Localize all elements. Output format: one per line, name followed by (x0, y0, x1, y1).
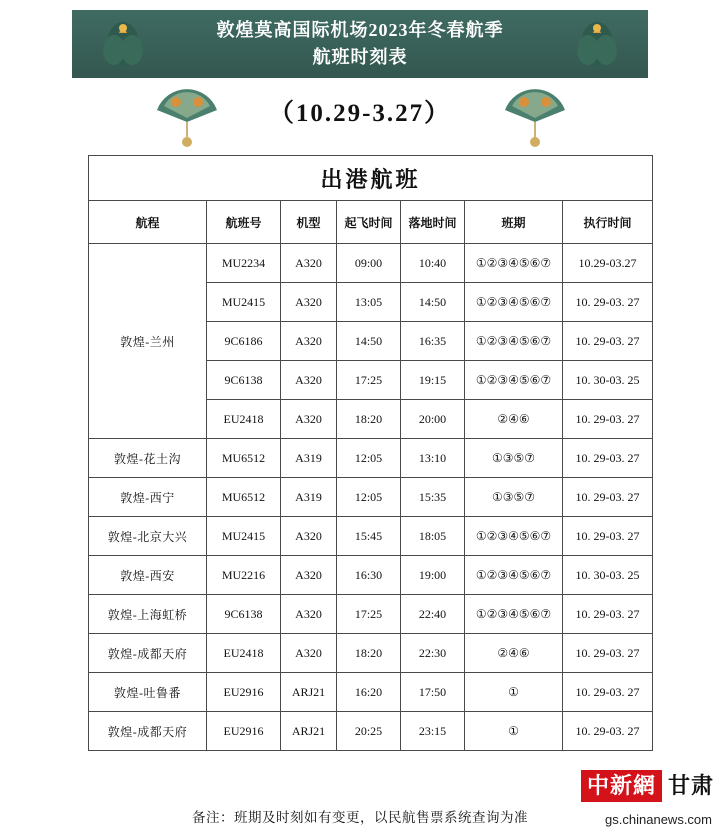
header-title-line2: 航班时刻表 (312, 47, 408, 67)
cell-arrival: 23:15 (401, 712, 465, 751)
column-header-period: 执行时间 (563, 201, 653, 244)
cell-period: 10. 29-03. 27 (563, 322, 653, 361)
table-row (89, 244, 653, 283)
column-header-days: 班期 (465, 201, 563, 244)
table-row (89, 712, 653, 751)
cell-route: 敦煌-西宁 (89, 478, 207, 517)
column-header-model: 机型 (281, 201, 337, 244)
cell-arrival: 22:30 (401, 634, 465, 673)
cell-period: 10. 29-03. 27 (563, 634, 653, 673)
column-header-flight: 航班号 (207, 201, 281, 244)
cell-days: ①②③④⑤⑥⑦ (465, 361, 563, 400)
cell-period: 10. 30-03. 25 (563, 361, 653, 400)
cell-model: A319 (281, 439, 337, 478)
cell-flight: MU6512 (207, 478, 281, 517)
tree-decoration-left (100, 14, 146, 70)
cell-route: 敦煌-上海虹桥 (89, 595, 207, 634)
cell-departure: 12:05 (337, 439, 401, 478)
cell-route: 敦煌-兰州 (89, 244, 207, 439)
cell-departure: 17:25 (337, 361, 401, 400)
cell-route: 敦煌-成都天府 (89, 634, 207, 673)
cell-period: 10. 29-03. 27 (563, 478, 653, 517)
cell-days: ②④⑥ (465, 634, 563, 673)
cell-arrival: 13:10 (401, 439, 465, 478)
header-title-line1: 敦煌莫高国际机场2023年冬春航季 (216, 20, 504, 40)
table-title: 出港航班 (89, 156, 653, 201)
cell-period: 10. 29-03. 27 (563, 595, 653, 634)
cell-period: 10. 29-03. 27 (563, 517, 653, 556)
cell-period: 10. 29-03. 27 (563, 712, 653, 751)
cell-flight: 9C6138 (207, 361, 281, 400)
cell-route: 敦煌-西安 (89, 556, 207, 595)
cell-arrival: 15:35 (401, 478, 465, 517)
cell-departure: 15:45 (337, 517, 401, 556)
cell-departure: 14:50 (337, 322, 401, 361)
cell-days: ①②③④⑤⑥⑦ (465, 283, 563, 322)
table-row (89, 556, 653, 595)
cell-period: 10. 30-03. 25 (563, 556, 653, 595)
cell-days: ①②③④⑤⑥⑦ (465, 595, 563, 634)
cell-model: A320 (281, 322, 337, 361)
cell-days: ① (465, 712, 563, 751)
footer-note: 备注：班期及时刻如有变更，以民航售票系统查询为准 (192, 810, 528, 825)
column-header-route: 航程 (89, 201, 207, 244)
cell-route: 敦煌-吐鲁番 (89, 673, 207, 712)
cell-departure: 16:30 (337, 556, 401, 595)
table-row (89, 439, 653, 478)
cell-model: A319 (281, 478, 337, 517)
flight-schedule-table (88, 155, 640, 751)
cell-period: 10. 29-03. 27 (563, 283, 653, 322)
cell-arrival: 18:05 (401, 517, 465, 556)
cell-flight: EU2916 (207, 712, 281, 751)
cell-departure: 12:05 (337, 478, 401, 517)
tree-decoration-right (574, 14, 620, 70)
cell-arrival: 20:00 (401, 400, 465, 439)
watermark-url: gs.chinanews.com (605, 812, 712, 827)
header-banner (72, 10, 648, 78)
cell-departure: 13:05 (337, 283, 401, 322)
column-header-arrival: 落地时间 (401, 201, 465, 244)
cell-flight: MU2216 (207, 556, 281, 595)
cell-departure: 20:25 (337, 712, 401, 751)
cell-model: ARJ21 (281, 673, 337, 712)
cell-flight: MU6512 (207, 439, 281, 478)
fan-decoration-left (152, 76, 222, 154)
table-header-row (89, 201, 653, 244)
watermark-brand: 中新網 (581, 770, 662, 802)
cell-period: 10. 29-03. 27 (563, 439, 653, 478)
column-header-departure: 起飞时间 (337, 201, 401, 244)
cell-arrival: 14:50 (401, 283, 465, 322)
cell-days: ①②③④⑤⑥⑦ (465, 244, 563, 283)
cell-days: ① (465, 673, 563, 712)
cell-arrival: 22:40 (401, 595, 465, 634)
table-body (89, 244, 653, 751)
cell-departure: 16:20 (337, 673, 401, 712)
cell-departure: 09:00 (337, 244, 401, 283)
cell-arrival: 17:50 (401, 673, 465, 712)
cell-flight: EU2916 (207, 673, 281, 712)
cell-arrival: 19:00 (401, 556, 465, 595)
cell-days: ①③⑤⑦ (465, 439, 563, 478)
cell-flight: MU2234 (207, 244, 281, 283)
cell-arrival: 19:15 (401, 361, 465, 400)
table-row (89, 517, 653, 556)
cell-departure: 18:20 (337, 400, 401, 439)
cell-flight: EU2418 (207, 634, 281, 673)
cell-model: A320 (281, 283, 337, 322)
cell-arrival: 10:40 (401, 244, 465, 283)
cell-model: A320 (281, 361, 337, 400)
cell-flight: 9C6138 (207, 595, 281, 634)
fan-decoration-right (500, 76, 570, 154)
cell-days: ①③⑤⑦ (465, 478, 563, 517)
cell-days: ①②③④⑤⑥⑦ (465, 322, 563, 361)
table-title-row (89, 156, 653, 201)
cell-flight: MU2415 (207, 517, 281, 556)
cell-period: 10. 29-03. 27 (563, 673, 653, 712)
cell-flight: 9C6186 (207, 322, 281, 361)
cell-days: ①②③④⑤⑥⑦ (465, 517, 563, 556)
cell-model: A320 (281, 595, 337, 634)
cell-model: A320 (281, 634, 337, 673)
cell-period: 10. 29-03. 27 (563, 400, 653, 439)
cell-route: 敦煌-成都天府 (89, 712, 207, 751)
cell-days: ①②③④⑤⑥⑦ (465, 556, 563, 595)
cell-route: 敦煌-花土沟 (89, 439, 207, 478)
table-row (89, 595, 653, 634)
table-row (89, 673, 653, 712)
cell-model: A320 (281, 517, 337, 556)
cell-model: A320 (281, 556, 337, 595)
watermark-logo (581, 769, 714, 803)
date-range: （10.29-3.27） (268, 100, 452, 127)
cell-days: ②④⑥ (465, 400, 563, 439)
cell-model: A320 (281, 244, 337, 283)
table-row (89, 634, 653, 673)
cell-period: 10.29-03.27 (563, 244, 653, 283)
cell-departure: 17:25 (337, 595, 401, 634)
cell-route: 敦煌-北京大兴 (89, 517, 207, 556)
table-row (89, 478, 653, 517)
cell-model: ARJ21 (281, 712, 337, 751)
cell-flight: EU2418 (207, 400, 281, 439)
watermark-region: 甘肃 (667, 773, 714, 798)
cell-arrival: 16:35 (401, 322, 465, 361)
cell-flight: MU2415 (207, 283, 281, 322)
cell-model: A320 (281, 400, 337, 439)
cell-departure: 18:20 (337, 634, 401, 673)
